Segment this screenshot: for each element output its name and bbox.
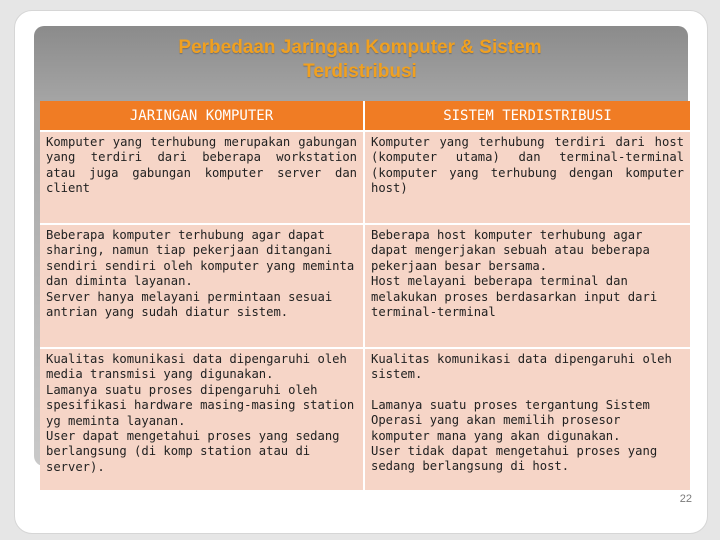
cell-paragraph: Komputer yang terhubung merupakan gabungan yang terdiri dari beberapa workstation atau juga gabungan komputer server dan client xyxy=(46,135,357,196)
table-row xyxy=(40,224,690,348)
column-header-sistem-terdistribusi: SISTEM TERDISTRIBUSI xyxy=(364,101,690,131)
cell-paragraph: User tidak dapat mengetahui proses yang sedang berlangsung di host. xyxy=(371,444,658,474)
table-cell-sistem xyxy=(364,348,690,491)
page-number: 22 xyxy=(679,493,692,505)
table-cell-jaringan xyxy=(40,224,364,348)
table-cell-sistem xyxy=(364,224,690,348)
cell-paragraph: Server hanya melayani permintaan sesuai antrian yang sudah diatur sistem. xyxy=(46,289,333,320)
cell-paragraph: Host melayani beberapa terminal dan melakukan proses berdasarkan input dari terminal-terminal xyxy=(371,274,658,320)
slide-title-line-2: Terdistribusi xyxy=(303,61,417,82)
cell-paragraph: Kualitas komunikasi data dipengaruhi oleh sistem. xyxy=(371,352,672,382)
table-cell-jaringan xyxy=(40,131,364,224)
slide-title-line-1: Perbedaan Jaringan Komputer & Sistem xyxy=(178,37,542,58)
cell-paragraph: Lamanya suatu proses dipengaruhi oleh spesifikasi hardware masing-masing station yg meminta layanan. xyxy=(46,382,355,428)
cell-paragraph: Komputer yang terhubung terdiri dari host (komputer utama) dan terminal-terminal (komputer yang terhubung dengan komputer host) xyxy=(371,135,684,196)
comparison-table xyxy=(40,101,690,492)
table-cell-jaringan xyxy=(40,348,364,491)
cell-paragraph: Beberapa host komputer terhubung agar dapat mengerjakan sebuah atau beberapa pekerjaan besar bersama. xyxy=(371,228,650,273)
slide-title xyxy=(40,36,680,84)
table-header-row xyxy=(40,101,690,131)
cell-paragraph: Kualitas komunikasi data dipengaruhi oleh media transmisi yang digunakan. xyxy=(46,352,347,382)
table-row xyxy=(40,348,690,491)
table-cell-sistem xyxy=(364,131,690,224)
cell-paragraph: Beberapa komputer terhubung agar dapat sharing, namun tiap pekerjaan ditangani sendiri sendiri oleh komputer yang meminta dan diminta layanan. xyxy=(46,228,355,289)
column-header-jaringan-komputer: JARINGAN KOMPUTER xyxy=(40,101,364,131)
table-row xyxy=(40,131,690,224)
cell-paragraph: User dapat mengetahui proses yang sedang berlangsung (di komp station atau di server). xyxy=(46,429,340,474)
cell-paragraph: Lamanya suatu proses tergantung Sistem Operasi yang akan memilih prosesor komputer mana yang akan digunakan. xyxy=(371,397,650,443)
